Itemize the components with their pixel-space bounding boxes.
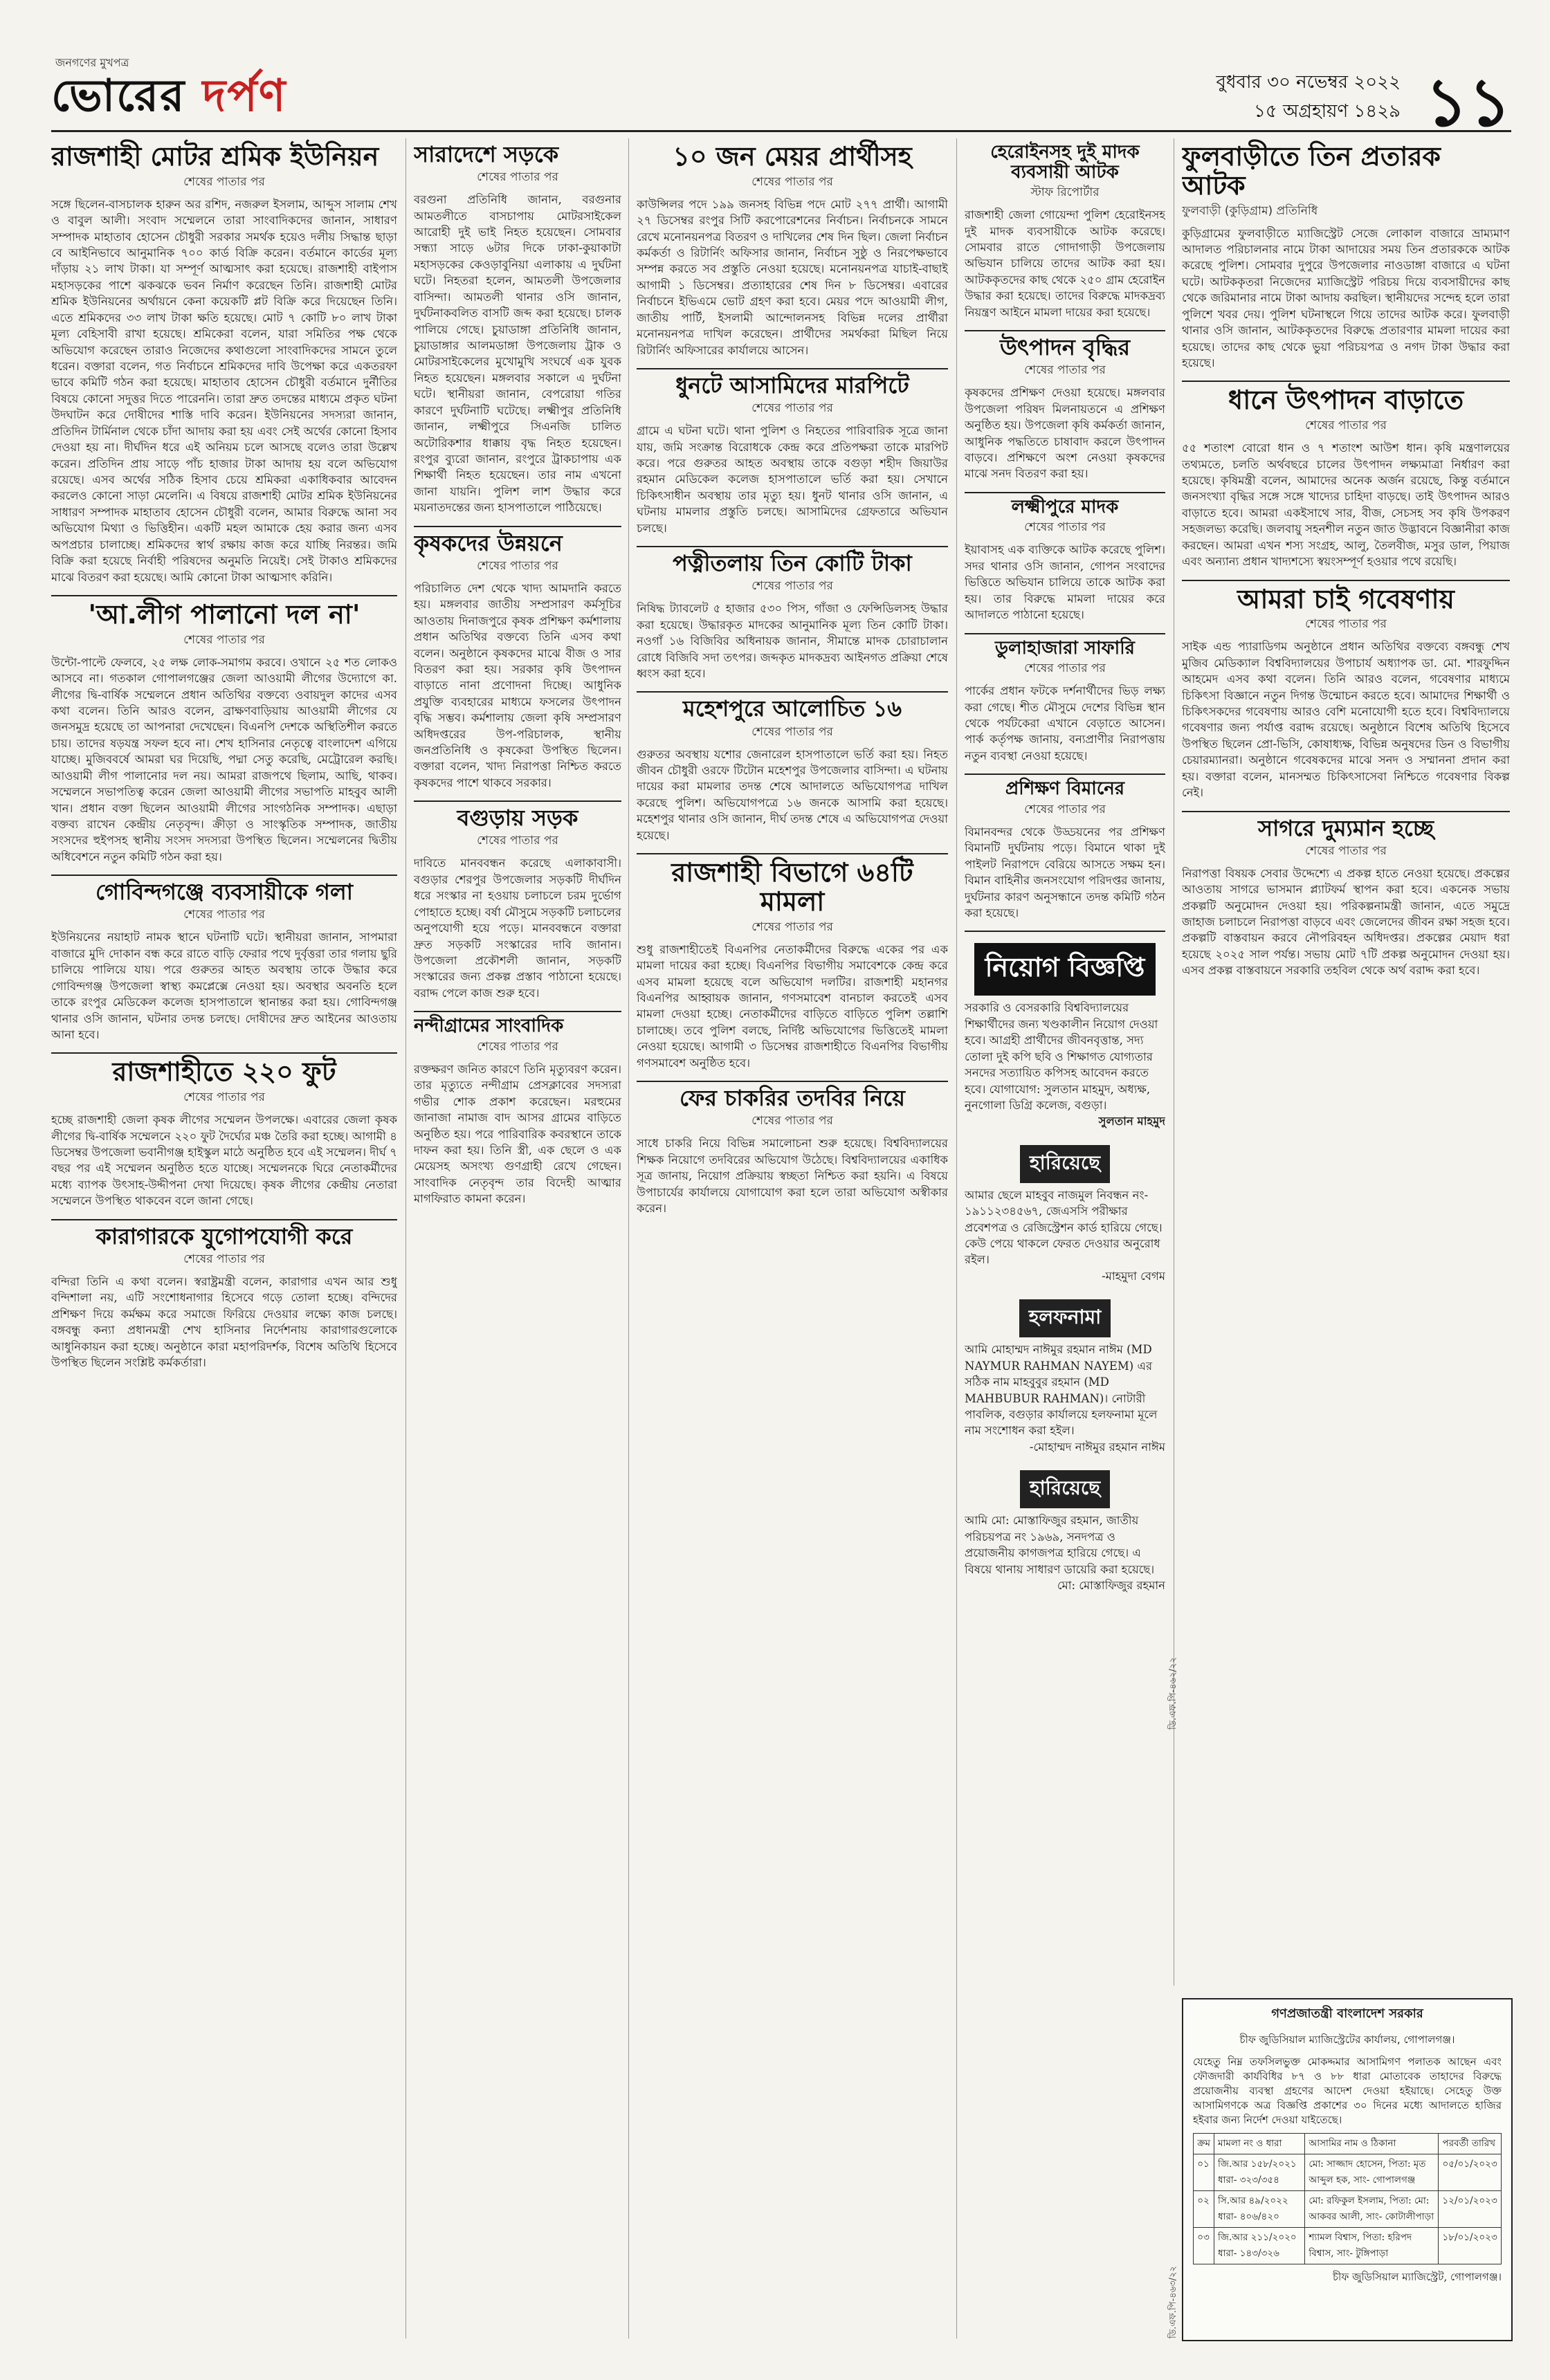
headline: কারাগারকে যুগোপযোগী করে	[95, 1223, 353, 1250]
story-body: গুরুতর অবস্থায় যশোর জেনারেল হাসপাতালে ভর্তি করা হয়। নিহত জীবন চৌধুরী ওরফে টিটোন মহেশপুর উপজেলার বাসিন্দা। এ ঘটনায় দায়ের করা মামলার তদন্ত শেষে আদালতে অভিযোগপত্র দাখিল করেছে পুলিশ। অভিযোগপত্রে ১৬ জনকে আসামি করা হয়েছে। মহেশপুর থানার ওসি জানান, দীর্ঘ তদন্ত শেষে এ অভিযোগপত্র দেওয়া হয়েছে।	[637, 747, 948, 842]
cell: শ্যামল বিশ্বাস, পিতা: হরিপদ বিশ্বাস, সাং- টুঙ্গিপাড়া	[1305, 2228, 1439, 2264]
dateline: শেষের পাতার পর	[1024, 661, 1106, 676]
headline: ধানে উৎপাদন বাড়াতে	[1228, 385, 1464, 416]
dateline: শেষের পাতার পর	[477, 558, 558, 573]
headline: ধুনটে আসামিদের মারপিটে	[675, 372, 909, 399]
dateline: শেষের পাতার পর	[183, 632, 265, 647]
cell: মো: সাজ্জাদ হোসেন, পিতা: মৃত আব্দুল হক, সাং- গোপালগঞ্জ	[1305, 2154, 1439, 2191]
story-body: কৃষকদের প্রশিক্ষণ দেওয়া হয়েছে। মঙ্গলবার উপজেলা পরিষদ মিলনায়তনে এ প্রশিক্ষণ অনুষ্ঠিত হয়। উপজেলা কৃষি কর্মকর্তা জানান, আধুনিক পদ্ধতিতে চাষাবাদ করলে উৎপাদন বাড়বে। প্রশিক্ষণে অংশ নেওয়া কৃষকদের মাঝে সনদ বিতরণ করা হয়।	[965, 386, 1165, 481]
dateline: শেষের পাতার পর	[751, 174, 833, 189]
story-road-accidents	[414, 143, 621, 516]
headline: সাগরে দুম্যমান হচ্ছে	[1257, 814, 1434, 841]
story-rajshahi-64-cases	[637, 859, 948, 1071]
story-dhunat-beating	[637, 374, 948, 536]
classified-heading: হারিয়েছে	[1020, 1470, 1110, 1508]
story-body: ইয়াবাসহ এক ব্যক্তিকে আটক করেছে পুলিশ। সদর থানার ওসি জানান, গোপন সংবাদের ভিত্তিতে অভিযান চালিয়ে তাকে আটক করা হয়। তার বিরুদ্ধে মামলা দায়ের করে আদালতে পাঠানো হয়েছে।	[965, 543, 1165, 622]
table-row	[1194, 2228, 1502, 2264]
headline: ডুলাহাজারা সাফারি	[995, 637, 1135, 659]
notice-body: যেহেতু নিম্ন তফসিলভুক্ত মোকদ্দমার আসামিগণ পলাতক আছেন এবং ফৌজদারী কার্যবিধির ৮৭ ও ৮৮ ধারা মোতাবেক তাহাদের বিরুদ্ধে প্রয়োজনীয় ব্যবস্থা গ্রহণের আদেশ দেওয়া হইয়াছে। সেহেতু উক্ত আসামিগণকে অত্র বিজ্ঞপ্তি প্রকাশের ৩০ দিনের মধ্যে আদালতে হাজির হইবার জন্য নির্দেশ দেওয়া যাইতেছে।	[1193, 2056, 1502, 2126]
headline: হেরোইনসহ দুই মাদক ব্যবসায়ী আটক	[990, 142, 1140, 183]
cell: মো: রফিকুল ইসলাম, পিতা: মো: আকবর আলী, সাং- কোটালীপাড়া	[1305, 2191, 1439, 2228]
masthead	[51, 54, 1511, 141]
story-body: নিষিদ্ধ ট্যাবলেট ৫ হাজার ৫৩০ পিস, গাঁজা ও ফেন্সিডিলসহ উদ্ধার করা হয়েছে। উদ্ধারকৃত মাদকের আনুমানিক মূল্য তিন কোটি টাকা। নওগাঁ ১৬ বিজিবির অধিনায়ক জানান, সীমান্তে মাদক চোরাচালান রোধে বিজিবি সদা তৎপর। জব্দকৃত মাদকদ্রব্য আইনগত প্রক্রিয়া শেষে ধ্বংস করা হবে।	[637, 602, 948, 681]
classified-signature: সুলতান মাহমুদ	[1098, 1115, 1165, 1128]
cell: ০৫/০১/২০২৩	[1439, 2154, 1501, 2191]
cell: ১২/০১/২০২৩	[1439, 2191, 1501, 2228]
dateline: স্টাফ রিপোর্টার	[1030, 185, 1100, 200]
classified-signature: মো: মোস্তাফিজুর রহমান	[1057, 1578, 1165, 1592]
story-farmers-development	[414, 531, 621, 791]
ad-code-1: ডি.এফ.পি-৪৬২/২২	[1168, 1657, 1178, 1730]
story-gobindaganj	[51, 880, 397, 1043]
cell: জি.আর ১৫৮/২০২১ ধারা- ৩২৩/৩৫৪	[1214, 2154, 1305, 2191]
headline: মহেশপুরে আলোচিত ১৬	[682, 695, 902, 722]
column-1	[51, 138, 397, 2338]
header-cell: ক্রম	[1194, 2134, 1214, 2154]
story-body: উন্টো-পাল্টে ফেলবে, ২৫ লক্ষ লোক-সমাগম করবে। ওখানে ২৫ শত লোকও আসবে না। গতকাল গোপালগঞ্জের জেলা আওয়ামী লীগের উদ্যোগে কা. লীগের দ্বি-বার্ষিক সম্মেলনে প্রধান অতিথির বক্তব্যে ওবায়দুল কাদের এসব কথা বলেন। তিনি আরও বলেন, ব্রাক্ষণবাড়িয়ায় আওয়ামী লীগের যে জনসমুদ্র হয়েছে তা আপনারা দেখেছেন। বিএনপি দেশকে অস্থিতিশীল করতে চায়। তাদের ষড়যন্ত্র সফল হবে না। শেখ হাসিনার নেতৃত্বে বাংলাদেশ এগিয়ে যাচ্ছে। মুজিববর্ষে আমরা ঘর দিয়েছি, পদ্মা সেতু করেছি, মেট্রোরেল করছি। আওয়ামী লীগ পালানোর দল নয়। আমরা রাজপথে ছিলাম, আছি, থাকব। সম্মেলনে সভাপতিত্ব করেন জেলা আওয়ামী লীগের সভাপতি মাহবুব আলী খান। প্রধান বক্তা ছিলেন আওয়ামী লীগের সাংগঠনিক সম্পাদক। এছাড়া বক্তব্য রাখেন কেন্দ্রীয় নেতৃবৃন্দ। ক্রীড়া ও সাংস্কৃতিক সম্পাদক, জাতীয় সংসদের হুইপসহ স্থানীয় সংসদ সদস্যরা উপস্থিত ছিলেন। সম্মেলনের দ্বিতীয় অধিবেশনে নতুন কমিটি গঠন করা হয়।	[51, 655, 397, 863]
column-4	[965, 138, 1165, 2338]
story-body: সঙ্গে ছিলেন-বাসচালক হারুন অর রশিদ, নজরুল ইসলাম, আব্দুস সালাম শেখ ও বাবুল আলী। সংবাদ সম্মেলনে তারা সাংবাদিকদের জানান, সাধারণ সম্পাদক মাহাতাব হোসেন চৌধুরী সরকার সমর্থক হয়েও দলীয় সিদ্ধান্ত ছাড়া বে আইনিভাবে আনুমানিক ৭০০ কার্ড বিক্রি করেন। বর্তমানে কার্ডের মূল্য দাঁড়ায় ২১ লাখ টাকা। যা সম্পূর্ণ আত্মসাৎ করা হয়েছে। রাজশাহী বাইপাস মহাসড়কের পাশে ঝকঝকে ভবন নির্মাণ করেছেন তিনি। রাজশাহী মোটর শ্রমিক ইউনিয়নের অর্থায়নে কেনা কয়েকটি প্লট বিক্রি করে দিয়েছেন তিনি। এতে শ্রমিকদের ৩৩ লাখ টাকা ক্ষতি হয়েছে। মোট ৭ কোটি ৮০ লাখ টাকা মূল্য বেহিসাবী রাখা হয়েছে। শ্রমিকেরা বলেন, যারা সমিতির পক্ষ থেকে অভিযোগ করেছেন তারাও নিজেদের কথাগুলো সাংবাদিকদের সামনে তুলে ধরেন। বক্তারা বলেন, গত নির্বাচনে শ্রমিকদের দাবি উপেক্ষা করে একতরফা ভাবে কমিটি গঠন করা হয়েছে। মাহাতাব হোসেন চৌধুরী বর্তমানে দুর্নীতির বিষয়ে কোনো সদুত্তর দিতে পারেননি। তারা দ্রুত তদন্তের মাধ্যমে প্রকৃত ঘটনা উদঘাটন করে দোষীদের শাস্তি দাবি করেন। ইউনিয়নের সদস্যরা জানান, প্রতিদিন টার্মিনাল থেকে চাঁদা আদায় করা হয় এবং সেই অর্থের কোনো হিসাব দেওয়া হয় না। দীর্ঘদিন ধরে এই অনিয়ম চলে আসছে বলেও তারা উল্লেখ করেন। প্রতিদিন প্রায় সাড়ে পাঁচ হাজার টাকা আদায় হয় বলে অভিযোগ রয়েছে। এসব অর্থের সঠিক হিসাব চেয়ে শ্রমিকরা একাধিকবার আবেদন করলেও কোনো সাড়া মেলেনি। এ বিষয়ে রাজশাহী মোটর শ্রমিক ইউনিয়নের সাধারণ সম্পাদক মাহাতাব হোসেন চৌধুরী বলেন, আমার বিরুদ্ধে আনা সব অভিযোগ মিথ্যা ও ভিত্তিহীন। একটি মহল আমাকে হেয় করার জন্য এসব অপপ্রচার চালাচ্ছে। শ্রমিকদের স্বার্থ রক্ষায় কাজ করে যাচ্ছি নিরন্তর। জমি বিক্রি করা হয়েছে নির্বাহী পরিষদের অনুমতি নিয়েই। সেই টাকাও শ্রমিকদের মাঝে বিতরণ করা হয়েছে। আমি কোনো টাকা আত্মসাৎ করিনি।	[51, 197, 397, 584]
story-body: পরিচালিত দেশ থেকে খাদ্য আমদানি করতে হয়। মঙ্গলবার জাতীয় সম্প্রসারণ কর্মসূচির আওতায় দিনাজপুরে কৃষক প্রশিক্ষণ কর্মশালায় প্রধান অতিথির বক্তব্যে তিনি এসব কথা বলেন। অনুষ্ঠানে কৃষকদের মাঝে বীজ ও সার বিতরণ করা হয়। সরকার কৃষি উৎপাদন বাড়াতে নানা প্রণোদনা দিচ্ছে। আধুনিক প্রযুক্তি ব্যবহারের মাধ্যমে ফসলের উৎপাদন বৃদ্ধি সম্ভব। কর্মশালায় জেলা কৃষি সম্প্রসারণ অধিদপ্তরের উপ-পরিচালক, স্থানীয় জনপ্রতিনিধি ও কৃষকেরা উপস্থিত ছিলেন। বক্তারা বলেন, খাদ্য নিরাপত্তা নিশ্চিত করতে কৃষকদের পাশে থাকবে সরকার।	[414, 581, 621, 789]
table-row	[1194, 2154, 1502, 2191]
logo-part-2: দর্পণ	[202, 70, 287, 122]
dateline: শেষের পাতার পর	[477, 170, 558, 185]
classified-lost-2	[965, 1465, 1165, 1593]
dateline: শেষের পাতার পর	[183, 1090, 265, 1105]
cell: ০৩	[1194, 2228, 1214, 2264]
court-notice	[1182, 1998, 1513, 2341]
classified-job	[965, 936, 1165, 1129]
ad-code-2: ডি.এফ.পি-৪৬৩/২২	[1168, 2266, 1178, 2338]
story-lakshmipur-drugs	[965, 497, 1165, 623]
dateline: শেষের পাতার পর	[1024, 520, 1106, 535]
date-bengali: ১৫ অগ্রহায়ণ ১৪২৯	[1253, 101, 1401, 122]
story-motor-union	[51, 143, 397, 585]
headline: রাজশাহীতে ২২০ ফুট	[112, 1056, 336, 1088]
dateline: শেষের পাতার পর	[477, 1039, 558, 1054]
headline: পত্নীতলায় তিন কোটি টাকা	[673, 550, 912, 577]
page-number: ১১	[1425, 64, 1511, 141]
story-patnitala-drugs	[637, 551, 948, 681]
story-production-increase	[965, 336, 1165, 482]
cell: জি.আর ২১১/২০২০ ধারা- ১৪৩/৩২৬	[1214, 2228, 1305, 2264]
story-body: রক্তক্ষরণ জনিত কারণে তিনি মৃত্যুবরণ করেন। তার মৃত্যুতে নন্দীগ্রাম প্রেসক্লাবের সদস্যরা গভীর শোক প্রকাশ করেছেন। মরহুমের জানাজা নামাজ বাদ আসর গ্রামের বাড়িতে অনুষ্ঠিত হয়। পরে পারিবারিক কবরস্থানে তাকে দাফন করা হয়। তিনি স্ত্রী, এক ছেলে ও এক মেয়েসহ অসংখ্য গুণগ্রাহী রেখে গেছেন। সাংবাদিক নেতৃবৃন্দ তার বিদেহী আত্মার মাগফিরাত কামনা করেন।	[414, 1062, 621, 1206]
table-row	[1194, 2191, 1502, 2228]
story-body: বরগুনা প্রতিনিধি জানান, বরগুনার আমতলীতে বাসচাপায় মোটরসাইকেল আরোহী দুই ভাই নিহত হয়েছেন। সোমবার সন্ধ্যা সাড়ে ৬টার দিকে ঢাকা-কুয়াকাটা মহাসড়কের কেওড়াবুনিয়া এলাকায় এ দুর্ঘটনা ঘটে। নিহতরা হলেন, আমতলী উপজেলার বাসিন্দা। আমতলী থানার ওসি জানান, দুর্ঘটনাকবলিত বাসটি জব্দ করা হয়েছে। চালক পালিয়ে গেছে। চুয়াডাঙ্গা প্রতিনিধি জানান, চুয়াডাঙ্গার আলমডাঙ্গা উপজেলায় ট্রাক ও মোটরসাইকেলের মুখোমুখি সংঘর্ষে এক যুবক নিহত হয়েছেন। মঙ্গলবার সকালে এ দুর্ঘটনা ঘটে। স্থানীয়রা জানান, বেপরোয়া গতির কারণে দুর্ঘটনাটি ঘটেছে। লক্ষ্মীপুর প্রতিনিধি জানান, লক্ষ্মীপুরে সিএনজি চালিত অটোরিকশার ধাক্কায় বৃদ্ধ নিহত হয়েছেন। রংপুর ব্যুরো জানান, রংপুরে ট্রাকচাপায় এক শিক্ষার্থী নিহত হয়েছেন। তার নাম এখনো জানা যায়নি। পুলিশ লাশ উদ্ধার করে ময়নাতদন্তের জন্য হাসপাতালে পাঠিয়েছে।	[414, 193, 621, 515]
notice-subheading: চীফ জুডিসিয়াল ম্যাজিস্ট্রেটের কার্যালয়, গোপালগঞ্জ।	[1239, 2033, 1455, 2046]
column-2	[414, 138, 621, 2338]
dateline: শেষের পাতার পর	[477, 834, 558, 848]
story-fulbari-fraudsters	[1182, 143, 1510, 371]
classified-body: আমি মো: মোস্তাফিজুর রহমান, জাতীয় পরিচয়পত্র নং ১৯৬৯, সনদপত্র ও প্রয়োজনীয় কাগজপত্র হারিয়ে গেছে। এ বিষয়ে থানায় সাধারণ ডায়েরি করা হয়েছে।	[965, 1514, 1155, 1576]
story-body: বিমানবন্দর থেকে উড্ডয়নের পর প্রশিক্ষণ বিমানটি দুর্ঘটনায় পড়ে। বিমানে থাকা দুই পাইলট নিরাপদে বেরিয়ে আসতে সক্ষম হন। বিমান বাহিনীর জনসংযোগ পরিদপ্তর জানায়, দুর্ঘটনার কারণ অনুসন্ধানে তদন্ত কমিটি গঠন করা হয়েছে।	[965, 825, 1165, 919]
story-body: কুড়িগ্রামের ফুলবাড়ীতে ম্যাজিস্ট্রেট সেজে লোকাল বাজারে ভ্রাম্যমাণ আদালত পরিচালনার নামে টাকা আদায়ের সময় তিন প্রতারককে আটক করেছে পুলিশ। সোমবার দুপুরে উপজেলার নাওডাঙ্গা বাজারে এ ঘটনা ঘটে। আটককৃতরা নিজেদের ম্যাজিস্ট্রেট পরিচয় দিয়ে ব্যবসায়ীদের কাছ থেকে জরিমানার নামে টাকা আদায় করছিল। স্থানীয়দের সন্দেহ হলে তারা পুলিশে খবর দেয়। পুলিশ ঘটনাস্থলে গিয়ে তাদের আটক করে। ফুলবাড়ী থানার ওসি জানান, আটককৃতদের বিরুদ্ধে প্রতারণার মামলা দায়ের করা হয়েছে। তাদের কাছ থেকে ভুয়া পরিচয়পত্র ও নগদ টাকা উদ্ধার করা হয়েছে।	[1182, 226, 1510, 369]
dateline: ফুলবাড়ী (কুড়িগ্রাম) প্রতিনিধি	[1182, 203, 1318, 218]
dateline: শেষের পাতার পর	[183, 908, 265, 922]
dateline: শেষের পাতার পর	[1305, 617, 1387, 632]
classified-signature: -মোহাম্মদ নাঈমুর রহমান নাঈম	[1029, 1440, 1165, 1454]
story-dulahazara-safari	[965, 639, 1165, 765]
header-cell: মামলা নং ও ধারা	[1214, 2134, 1305, 2154]
story-sea-floating	[1182, 816, 1510, 979]
headline: আমরা চাই গবেষণায়	[1237, 583, 1455, 614]
story-body: শুধু রাজশাহীতেই বিএনপির নেতাকর্মীদের বিরুদ্ধে একের পর এক মামলা দায়ের করা হচ্ছে। বিএনপির বিভাগীয় সমাবেশকে কেন্দ্র করে এসব মামলা হয়েছে বলে অভিযোগ দলটির। রাজশাহী মহানগর বিএনপির আহ্বায়ক জানান, গণসমাবেশ বানচাল করতেই এসব মামলা দেওয়া হচ্ছে। নেতাকর্মীদের বাড়িতে বাড়িতে পুলিশ তল্লাশি চালাচ্ছে। তবে পুলিশ বলছে, নির্দিষ্ট অভিযোগের ভিত্তিতেই মামলা নেওয়া হয়েছে। আগামী ৩ ডিসেম্বর রাজশাহীতে বিএনপির বিভাগীয় গণসমাবেশ অনুষ্ঠিত হবে।	[637, 942, 948, 1070]
dateline: শেষের পাতার পর	[1024, 363, 1106, 378]
cell: ০২	[1194, 2191, 1214, 2228]
story-rajshahi-220ft	[51, 1058, 397, 1209]
cell: সি.আর ৪৯/২০২২ ধারা- ৪০৬/৪২০	[1214, 2191, 1305, 2228]
headline: ১০ জন মেয়র প্রার্থীসহ	[673, 141, 912, 172]
dateline: শেষের পাতার পর	[751, 401, 833, 416]
story-body: হচ্ছে রাজশাহী জেলা কৃষক লীগের সম্মেলন উপলক্ষে। এবারের জেলা কৃষক লীগের দ্বি-বার্ষিক সম্মেলনে ২২০ ফুট দৈর্ঘ্যের মঞ্চ তৈরি করা হচ্ছে। আগামী ৪ ডিসেম্বর উপজেলা ভবানীগঞ্জ হাইস্কুল মাঠে অনুষ্ঠিত হবে এই সম্মেলন। দীর্ঘ ৭ বছর পর এই সম্মেলন অনুষ্ঠিত হতে যাচ্ছে। সম্মেলনকে ঘিরে নেতাকর্মীদের মধ্যে ব্যাপক উৎসাহ-উদ্দীপনা দেখা দিয়েছে। কৃষক লীগের কেন্দ্রীয় নেতারা সম্মেলনে উপস্থিত থাকবেন বলে জানা গেছে।	[51, 1113, 397, 1208]
notice-table-header	[1194, 2134, 1502, 2154]
story-job-lobbying	[637, 1086, 948, 1216]
story-maheshpur	[637, 697, 948, 843]
notice-table	[1193, 2133, 1502, 2264]
story-body: পার্কের প্রধান ফটকে দর্শনার্থীদের ভিড় লক্ষ্য করা গেছে। শীত মৌসুমে দেশের বিভিন্ন স্থান থেকে পর্যটকেরা এখানে বেড়াতে আসেন। পার্ক কর্তৃপক্ষ জানায়, বন্যপ্রাণীর নিরাপত্তায় নতুন ব্যবস্থা নেওয়া হয়েছে।	[965, 684, 1165, 762]
headline: ফুলবাড়ীতে তিন প্রতারক আটক	[1182, 141, 1441, 201]
dateline: শেষের পাতার পর	[751, 919, 833, 934]
story-body: কাউন্সিলর পদে ১৯৯ জনসহ বিভিন্ন পদে মোট ২৭৭ প্রার্থী। আগামী ২৭ ডিসেম্বর রংপুর সিটি করপোরেশনের নির্বাচন। নির্বাচনকে সামনে রেখে মনোনয়নপত্র বিতরণ ও দাখিলের শেষ দিন ছিল। জেলা নির্বাচন কর্মকর্তা ও রিটার্নিং অফিসার জানান, নির্বাচন সুষ্ঠু ও নিরপেক্ষভাবে সম্পন্ন করতে সব প্রস্তুতি নেওয়া হয়েছে। মনোনয়নপত্র যাচাই-বাছাই আগামী ১ ডিসেম্বর। প্রত্যাহারের শেষ দিন ৮ ডিসেম্বর। এবারের নির্বাচনে ইভিএমে ভোট গ্রহণ করা হবে। মেয়র পদে আওয়ামী লীগ, জাতীয় পার্টি, ইসলামী আন্দোলনসহ বিভিন্ন দলের প্রার্থীরা মনোনয়নপত্র দাখিল করেছেন। প্রার্থীদের সমর্থকরা মিছিল নিয়ে রিটার্নিং অফিসারের কার্যালয়ে আসেন।	[637, 197, 948, 357]
headline: উৎপাদন বৃদ্ধির	[999, 334, 1131, 361]
notice-heading: গণপ্রজাতন্ত্রী বাংলাদেশ সরকার	[1271, 2006, 1423, 2021]
dateline: শেষের পাতার পর	[751, 1114, 833, 1128]
story-body: রাজশাহী জেলা গোয়েন্দা পুলিশ হেরোইনসহ দুই মাদক ব্যবসায়ীকে আটক করেছে। সোমবার রাতে গোদাগাড়ী উপজেলায় অভিযান চালিয়ে তাদের আটক করা হয়। আটককৃতদের কাছ থেকে ২৫০ গ্রাম হেরোইন উদ্ধার করা হয়েছে। তাদের বিরুদ্ধে মাদকদ্রব্য নিয়ন্ত্রণ আইনে মামলা দায়ের করা হয়েছে।	[965, 208, 1165, 319]
story-body: সাধে চাকরি নিয়ে বিভিন্ন সমালোচনা শুরু হয়েছে। বিশ্ববিদ্যালয়ের শিক্ষক নিয়োগে তদবিরের অভিযোগ উঠেছে। বিশ্ববিদ্যালয়ের একাধিক সূত্র জানায়, নিয়োগ প্রক্রিয়ায় স্বচ্ছতা নিশ্চিত করা হয়নি। এ বিষয়ে উপাচার্যের কার্যালয়ে যোগাযোগ করা হলে তারা অভিযোগ অস্বীকার করেন।	[637, 1137, 948, 1216]
date-gregorian: বুধবার ৩০ নভেম্বর ২০২২	[1216, 72, 1401, 93]
classified-heading: হারিয়েছে	[1020, 1145, 1110, 1183]
headline: লক্ষ্মীপুরে মাদক	[1011, 496, 1119, 518]
classified-heading: নিয়োগ বিজ্ঞপ্তি	[974, 943, 1156, 996]
story-training-plane	[965, 779, 1165, 921]
headline: গোবিন্দগঞ্জে ব্যবসায়ীকে গলা	[95, 879, 353, 906]
classified-body: আমি মোহাম্মদ নাঈমুর রহমান নাঈম (MD NAYMUR RAHMAN NAYEM) এর সঠিক নাম মাহবুবুর রহমান (MD MAHBUBUR RAHMAN)। নোটারী পাবলিক, বগুড়ার কার্যালয়ে হলফনামা মূলে নাম সংশোধন করা হইল।	[965, 1343, 1158, 1438]
headline: প্রশিক্ষণ বিমানের	[1005, 778, 1125, 800]
cell: ০১	[1194, 2154, 1214, 2191]
classified-body: সরকারি ও বেসরকারি বিশ্ববিদ্যালয়ের শিক্ষার্থীদের জন্য খণ্ডকালীন নিয়োগ দেওয়া হবে। আগ্রহী প্রার্থীদের জীবনবৃত্তান্ত, সদ্য তোলা দুই কপি ছবি ও শিক্ষাগত যোগ্যতার সনদের সত্যায়িত কপিসহ আবেদন করতে হবে। যোগাযোগ: সুলতান মাহমুদ, অধ্যক্ষ, নুনগোলা ডিগ্রি কলেজ, বগুড়া।	[965, 1001, 1158, 1112]
story-body: ইউনিয়নের নয়াহাট নামক স্থানে ঘটনাটি ঘটে। স্থানীয়রা জানান, সাপমারা বাজারে মুদি দোকান বন্ধ করে রাতে বাড়ি ফেরার পথে দুর্বৃত্তরা তার গলায় ছুরি চালিয়ে পালিয়ে যায়। পরে গুরুতর আহত অবস্থায় তাকে উদ্ধার করে গোবিন্দগঞ্জ উপজেলা স্বাস্থ্য কমপ্লেক্সে নেওয়া হয়। অবস্থার অবনতি হলে তাকে রংপুর মেডিকেল কলেজ হাসপাতালে স্থানান্তর করা হয়। গোবিন্দগঞ্জ থানার ওসি জানান, ঘটনার তদন্ত চলছে। দোষীদের দ্রুত আইনের আওতায় আনা হবে।	[51, 931, 397, 1041]
classified-lost-1	[965, 1139, 1165, 1285]
newspaper-logo	[51, 62, 286, 136]
story-body: ৫৫ শতাংশ বোরো ধান ও ৭ শতাংশ আউশ ধান। কৃষি মন্ত্রণালয়ের তথ্যমতে, চলতি অর্থবছরে চালের উৎপাদন লক্ষ্যমাত্রা নির্ধারণ করা হয়েছে। কৃষিমন্ত্রী বলেন, আমাদের অনেক অর্জন রয়েছে, কিন্তু বর্তমানে জনসংখ্যা বৃদ্ধির সঙ্গে সঙ্গে খাদ্যের চাহিদা বাড়ছে। তাই উৎপাদন আরও বাড়াতে হবে। আমরা একইসাথে সার, বীজ, সেচসহ সব কৃষি উপকরণ সহজলভ্য করেছি। জলবায়ু সহনশীল নতুন জাত উদ্ভাবনে বিজ্ঞানীরা কাজ করছেন। আমরা এখন শস্য সংগ্রহ, আলু, তৈলবীজ, মসুর ডাল, পিয়াজ এবং অন্যান্য প্রধান খাদ্যশস্যে স্বয়ংসম্পূর্ণ হওয়ার পথে রয়েছি।	[1182, 441, 1510, 569]
classified-body: আমার ছেলে মাহবুব নাজমুল নিবন্ধন নং- ১৯১১২৩৪৫৬৭, জেএসসি পরীক্ষার প্রবেশপত্র ও রেজিস্ট্রেশন কার্ড হারিয়ে গেছে। কেউ পেয়ে থাকলে ফেরত দেওয়ার অনুরোধ রইল।	[965, 1188, 1162, 1267]
story-bogura-road	[414, 806, 621, 1001]
story-heroin-arrest	[965, 143, 1165, 320]
headline: বগুড়ায় সড়ক	[457, 805, 578, 832]
dateline: শেষের পাতার পর	[183, 174, 265, 189]
classified-signature: -মাহমুদা বেগম	[1102, 1269, 1165, 1283]
story-prison-modern	[51, 1225, 397, 1371]
story-mayor-candidates	[637, 143, 948, 358]
headline: রাজশাহী বিভাগে ৬৪টি মামলা	[671, 857, 913, 917]
headline: রাজশাহী মোটর শ্রমিক ইউনিয়ন	[51, 141, 379, 172]
story-rice-production	[1182, 386, 1510, 569]
headline: সারাদেশে সড়কে	[414, 141, 559, 167]
dateline: শেষের পাতার পর	[1305, 843, 1387, 858]
headline: ফের চাকরির তদবির নিয়ে	[679, 1085, 906, 1112]
story-research	[1182, 585, 1510, 801]
tagline: জনগণের মুখপত্র	[55, 56, 129, 69]
headline: 'আ.লীগ পালানো দল না'	[88, 598, 361, 630]
dateline: শেষের পাতার পর	[1305, 419, 1387, 433]
dateline: শেষের পাতার পর	[183, 1252, 265, 1266]
story-al-not-fleeing	[51, 598, 397, 865]
story-nandigram-journalist	[414, 1016, 621, 1207]
story-body: নিরাপত্তা বিষয়ক সেবার উদ্দেশ্যে এ প্রকল্প হাতে নেওয়া হয়েছে। প্রকল্পের আওতায় সাগরে ভাসমান প্ল্যাটফর্ম স্থাপন করা হবে। একনেক সভায় প্রকল্পটি অনুমোদন দেওয়া হয়। পরিকল্পনামন্ত্রী জানান, এতে সমুদ্রে জাহাজ চলাচলে নিরাপত্তা বাড়বে এবং জেলেদের জীবন রক্ষা সহজ হবে। প্রকল্পটি বাস্তবায়ন করবে নৌপরিবহন অধিদপ্তর। প্রকল্পের মেয়াদ ধরা হয়েছে ২০২৫ সাল পর্যন্ত। সভায় মোট ৭টি প্রকল্প অনুমোদন দেওয়া হয়। এসব প্রকল্প বাস্তবায়নে সরকারি তহবিল থেকে অর্থ বরাদ্দ করা হবে।	[1182, 866, 1510, 978]
header-cell: আসামির নাম ও ঠিকানা	[1305, 2134, 1439, 2154]
column-5	[1182, 138, 1510, 1986]
logo-part-1: ভোরের	[51, 70, 203, 122]
column-3	[637, 138, 948, 2338]
dateline: শেষের পাতার পর	[751, 724, 833, 739]
headline: কৃষকদের উন্নয়নে	[414, 529, 563, 556]
cell: ১৮/০১/২০২৩	[1439, 2228, 1501, 2264]
header-cell: পরবর্তী তারিখ	[1439, 2134, 1501, 2154]
story-body: বন্দিরা তিনি এ কথা বলেন। স্বরাষ্ট্রমন্ত্রী বলেন, কারাগার এখন আর শুধু বন্দিশালা নয়, এটি সংশোধনাগার হিসেবে গড়ে তোলা হচ্ছে। বন্দিদের প্রশিক্ষণ দিয়ে কর্মক্ষম করে সমাজে ফিরিয়ে দেওয়ার লক্ষ্যে কাজ চলছে। বঙ্গবন্ধু কন্যা প্রধানমন্ত্রী শেখ হাসিনার নির্দেশনায় কারাগারগুলোকে আধুনিকায়ন করা হচ্ছে। অনুষ্ঠানে কারা মহাপরিদর্শক, বিশেষ অতিথি হিসেবে উপস্থিত ছিলেন সংশ্লিষ্ট কর্মকর্তারা।	[51, 1274, 397, 1369]
story-body: সাইক এন্ড প্যারাডিগম অনুষ্ঠানে প্রধান অতিথির বক্তব্যে বঙ্গবন্ধু শেখ মুজিব মেডিক্যাল বিশ্ববিদ্যালয়ের উপাচার্য অধ্যাপক ডা. মো. শারফুদ্দিন আহমেদ এসব কথা বলেন। তিনি আরও বলেন, গবেষণার মাধ্যমে চিকিৎসা বিজ্ঞানে নতুন দিগন্ত উন্মোচন করতে হবে। আমাদের শিক্ষার্থী ও চিকিৎসকদের গবেষণায় আরও বেশি মনোযোগী হতে হবে। বিশ্ববিদ্যালয়ে গবেষণার জন্য পর্যাপ্ত বরাদ্দ রয়েছে। অনুষ্ঠানে বিশেষ অতিথি হিসেবে উপস্থিত ছিলেন প্রো-ভিসি, কোষাধ্যক্ষ, বিভিন্ন অনুষদের ডিন ও বিভাগীয় চেয়ারম্যানরা। অনুষ্ঠানে গবেষকদের মাঝে সনদ ও সম্মাননা প্রদান করা হয়। বক্তারা বলেন, মানসম্মত চিকিৎসাসেবা নিশ্চিতে গবেষণার বিকল্প নেই।	[1182, 640, 1510, 800]
story-body: দাবিতে মানববন্ধন করেছে এলাকাবাসী। বগুড়ার শেরপুর উপজেলার সড়কটি দীর্ঘদিন ধরে সংস্কার না হওয়ায় চলাচলে চরম দুর্ভোগ পোহাতে হচ্ছে। বর্ষা মৌসুমে সড়কটি চলাচলের অনুপযোগী হয়ে পড়ে। মানববন্ধনে বক্তারা দ্রুত সড়কটি সংস্কারের দাবি জানান। উপজেলা প্রকৌশলী জানান, সড়কটি সংস্কারের জন্য প্রকল্প প্রস্তাব পাঠানো হয়েছে। বরাদ্দ পেলে কাজ শুরু হবে।	[414, 857, 621, 1000]
classified-affidavit	[965, 1294, 1165, 1455]
notice-signature: চীফ জুডিসিয়াল ম্যাজিস্ট্রেট, গোপালগঞ্জ।	[1332, 2271, 1502, 2283]
classified-heading: হলফনামা	[1019, 1299, 1111, 1337]
headline: নন্দীগ্রামের সাংবাদিক	[414, 1016, 564, 1037]
story-body: গ্রামে এ ঘটনা ঘটে। থানা পুলিশ ও নিহতের পারিবারিক সূত্রে জানা যায়, জমি সংক্রান্ত বিরোধকে কেন্দ্র করে প্রতিপক্ষরা তাকে মারপিট করে। পরে গুরুতর আহত অবস্থায় তাকে বগুড়া শহীদ জিয়াউর রহমান মেডিকেল কলেজ হাসপাতালে ভর্তি করা হয়। সেখানে চিকিৎসাধীন অবস্থায় তার মৃত্যু হয়। ধুনট থানার ওসি জানান, এ ঘটনায় মামলার প্রস্তুতি চলছে। আসামিদের গ্রেফতারে অভিযান চলছে।	[637, 424, 948, 535]
dateline: শেষের পাতার পর	[1024, 802, 1106, 816]
dateline: শেষের পাতার পর	[751, 579, 833, 594]
